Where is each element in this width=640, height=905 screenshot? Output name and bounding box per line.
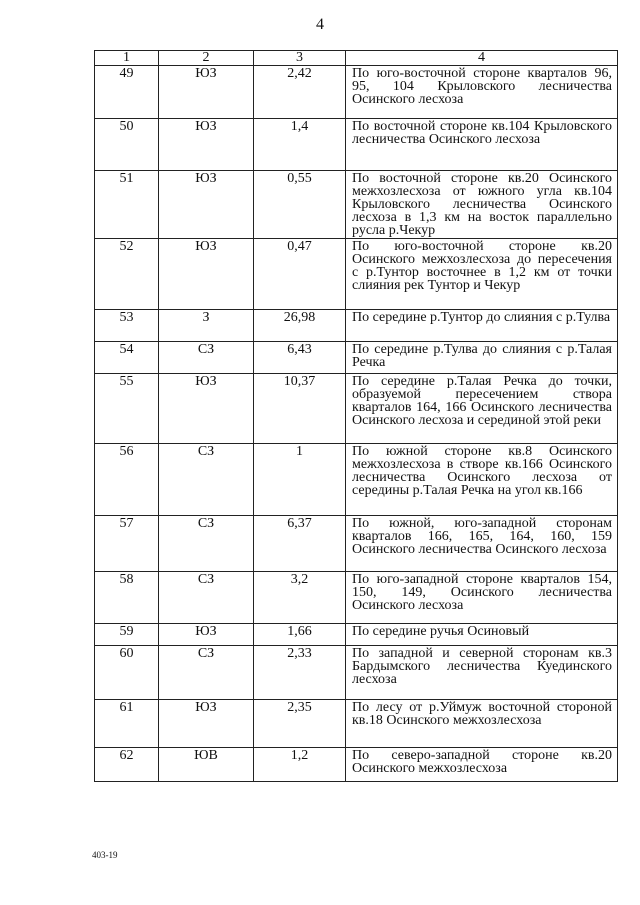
row-description: По восточной стороне кв.104 Крыловского лесничества Осинского лесхоза (346, 119, 618, 171)
table-row (95, 310, 618, 342)
row-length: 10,37 (254, 374, 346, 444)
row-direction: СЗ (159, 516, 254, 572)
row-number: 51 (95, 171, 159, 239)
row-number: 54 (95, 342, 159, 374)
row-description: По западной и северной сторонам кв.3 Бардымского лесничества Куединского лесхоза (346, 646, 618, 700)
row-direction: СЗ (159, 572, 254, 624)
table-header-row (95, 51, 618, 66)
column-header-2: 2 (159, 51, 254, 66)
row-number: 60 (95, 646, 159, 700)
row-direction: СЗ (159, 646, 254, 700)
row-number: 52 (95, 239, 159, 310)
column-header-4: 4 (346, 51, 618, 66)
row-length: 1,2 (254, 748, 346, 782)
row-length: 3,2 (254, 572, 346, 624)
row-length: 2,42 (254, 66, 346, 119)
row-direction: ЮЗ (159, 624, 254, 646)
table-row (95, 171, 618, 239)
table-row (95, 646, 618, 700)
row-length: 0,55 (254, 171, 346, 239)
table-row (95, 516, 618, 572)
table-row (95, 572, 618, 624)
row-length: 2,35 (254, 700, 346, 748)
row-description: По юго-западной стороне кварталов 154, 150, 149, Осинского лесничества Осинского лесхоза (346, 572, 618, 624)
row-number: 59 (95, 624, 159, 646)
row-number: 61 (95, 700, 159, 748)
row-description: По середине р.Тулва до слияния с р.Талая Речка (346, 342, 618, 374)
row-direction: ЮЗ (159, 171, 254, 239)
row-number: 53 (95, 310, 159, 342)
row-direction: ЮЗ (159, 119, 254, 171)
row-number: 50 (95, 119, 159, 171)
row-description: По северо-западной стороне кв.20 Осинского межхозлесхоза (346, 748, 618, 782)
row-description: По юго-восточной стороне кв.20 Осинского межхозлесхоза до пересечения с р.Тунтор восточнее в 1,2 км от точки слияния рек Тунтор и Чекур (346, 239, 618, 310)
row-description: По середине ручья Осиновый (346, 624, 618, 646)
row-length: 6,37 (254, 516, 346, 572)
row-number: 56 (95, 444, 159, 516)
table-row (95, 66, 618, 119)
row-length: 6,43 (254, 342, 346, 374)
document-code: 403-19 (92, 850, 118, 860)
row-number: 58 (95, 572, 159, 624)
row-direction: ЮЗ (159, 239, 254, 310)
row-number: 62 (95, 748, 159, 782)
table-row (95, 624, 618, 646)
table-row (95, 239, 618, 310)
table-row (95, 748, 618, 782)
table-row (95, 444, 618, 516)
row-description: По восточной стороне кв.20 Осинского межхозлесхоза от южного угла кв.104 Крыловского лесничества Осинского лесхоза в 1,3 км на восток параллельно русла р.Чекур (346, 171, 618, 239)
table-row (95, 700, 618, 748)
row-description: По южной стороне кв.8 Осинского межхозлесхоза в створе кв.166 Осинского лесничества Осинского лесхоза от середины р.Талая Речка на угол кв.166 (346, 444, 618, 516)
row-number: 57 (95, 516, 159, 572)
boundary-table (94, 50, 618, 782)
row-direction: ЮЗ (159, 374, 254, 444)
row-direction: СЗ (159, 444, 254, 516)
row-direction: ЮВ (159, 748, 254, 782)
column-header-1: 1 (95, 51, 159, 66)
row-length: 2,33 (254, 646, 346, 700)
row-description: По середине р.Талая Речка до точки, образуемой пересечением створа кварталов 164, 166 Осинского лесничества Осинского лесхоза и серединой этой реки (346, 374, 618, 444)
row-description: По середине р.Тунтор до слияния с р.Тулва (346, 310, 618, 342)
table-row (95, 119, 618, 171)
row-number: 49 (95, 66, 159, 119)
page-number: 4 (316, 16, 324, 33)
row-description: По юго-восточной стороне кварталов 96, 95, 104 Крыловского лесничества Осинского лесхоза (346, 66, 618, 119)
row-length: 1,4 (254, 119, 346, 171)
row-number: 55 (95, 374, 159, 444)
row-length: 0,47 (254, 239, 346, 310)
row-direction: ЮЗ (159, 700, 254, 748)
row-length: 1 (254, 444, 346, 516)
row-length: 1,66 (254, 624, 346, 646)
row-direction: ЮЗ (159, 66, 254, 119)
row-length: 26,98 (254, 310, 346, 342)
row-description: По лесу от р.Уймуж восточной стороной кв.18 Осинского межхозлесхоза (346, 700, 618, 748)
table-row (95, 374, 618, 444)
row-direction: СЗ (159, 342, 254, 374)
table-row (95, 342, 618, 374)
row-description: По южной, юго-западной сторонам кварталов 166, 165, 164, 160, 159 Осинского лесничества Осинского лесхоза (346, 516, 618, 572)
row-direction: З (159, 310, 254, 342)
column-header-3: 3 (254, 51, 346, 66)
